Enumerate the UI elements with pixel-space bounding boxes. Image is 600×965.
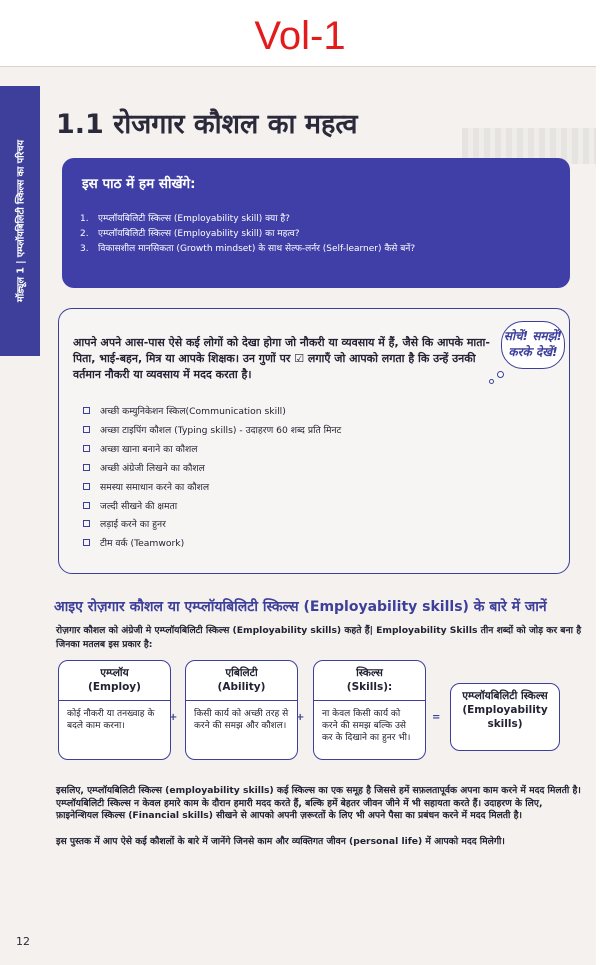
objective-item: 1. एम्प्लॉयबिलिटी स्किल्स (Employability skill) क्या है?	[80, 214, 290, 224]
checkbox[interactable]	[83, 483, 90, 490]
think-badge-line1: सोचें! समझें!	[503, 329, 563, 343]
skills-checklist	[83, 403, 341, 554]
skills-box-header: स्किल्स (Skills):	[314, 661, 425, 701]
module-side-tab-label: मॉड्यूल 1 | एम्प्लॉयबिलिटी स्किल्स का परिचय	[15, 140, 27, 302]
checkbox[interactable]	[83, 426, 90, 433]
think-badge	[501, 321, 565, 369]
module-side-tab	[0, 86, 40, 356]
checkbox[interactable]	[83, 407, 90, 414]
checklist-item[interactable]: अच्छी कम्युनिकेशन स्किल(Communication skill)	[83, 403, 341, 422]
checklist-item[interactable]: जल्दी सीखने की क्षमता	[83, 498, 341, 517]
learning-objectives-list	[80, 212, 415, 257]
employ-box-header: एम्प्लॉय (Employ)	[59, 661, 170, 701]
page-title: 1.1 रोजगार कौशल का महत्व	[56, 109, 358, 140]
checkbox[interactable]	[83, 520, 90, 527]
ability-box-header: एबिलिटी (Ability)	[186, 661, 297, 701]
checkbox[interactable]	[83, 464, 90, 471]
employ-box-description: कोई नौकरी या तनख्वाह के बदले काम करना।	[67, 709, 155, 731]
equals-sign: =	[432, 712, 441, 723]
checkbox[interactable]	[83, 502, 90, 509]
checklist-item[interactable]: समस्या समाधान करने का कौशल	[83, 479, 341, 498]
body-paragraph: इसलिए, एम्प्लॉयबिलिटी स्किल्स (employability skills) कई स्किल्स का एक समूह है जिससे हमें सफ़लतापूर्वक अपना काम करने में मदद मिलती है। एम्प्लॉयबिलिटी स्किल्स न केवल हमारे काम के दौरान हमारी मदद करते हैं, बल्कि हमें बेहतर जीवन जीने में भी सहायता करते हैं। उदाहरण के लिए, फ़ाइनेन्शियल स्किल्स (Financial skills) सीखने से आपको अपनी ज़रूरतों के लिए भी अपने पैसा का प्रबंधन करने में मदद मिलती है।	[56, 785, 581, 821]
plus-sign: +	[296, 712, 305, 723]
learning-objectives-heading: इस पाठ में हम सीखेंगे:	[82, 176, 196, 192]
learning-objectives-box	[62, 158, 570, 288]
body-paragraph: इस पुस्तक में आप ऐसे कई कौशलों के बारे में जानेंगे जिनसे काम और व्यक्तिगत जीवन (personal life) में आपको मदद मिलेगी।	[56, 836, 505, 847]
employ-box	[58, 660, 171, 760]
thought-bubble-dot	[489, 379, 494, 384]
skills-box-description: ना केवल किसी कार्य को करने की समझ बल्कि उसे कर के दिखाने का हुनर भी।	[322, 709, 411, 743]
checklist-item[interactable]: अच्छा टाइपिंग कौशल (Typing skills) - उदाहरण 60 शब्द प्रति मिनट	[83, 422, 341, 441]
ability-box	[185, 660, 298, 760]
employability-skills-box: एम्प्लॉयबिलिटी स्किल्स (Employability skills)	[450, 683, 560, 751]
objective-item: 2. एम्प्लॉयबिलिटी स्किल्स (Employability skill) का महत्व?	[80, 229, 300, 239]
skills-box	[313, 660, 426, 760]
checklist-item[interactable]: अच्छा खाना बनाने का कौशल	[83, 441, 341, 460]
checkbox[interactable]	[83, 445, 90, 452]
page-number: 12	[16, 935, 30, 948]
section-heading: आइए रोज़गार कौशल या एम्प्लॉयबिलिटी स्किल्स (Employability skills) के बारे में जानें	[54, 599, 547, 615]
objective-item: 3. विकासशील मानसिकता (Growth mindset) के साथ सेल्फ-लर्नर (Self-learner) कैसे बनें?	[80, 244, 416, 254]
activity-intro: आपने अपने आस-पास ऐसे कई लोगों को देखा होगा जो नौकरी या व्यवसाय में हैं, जैसे कि आपके माता-पिता, भाई-बहन, मित्र या आपके शिक्षक। उन गुणों पर ☑ लगाएँ जो आपको लगता है कि उन्हें उनकी वर्तमान नौकरी या व्यवसाय में मदद करता है।	[73, 336, 490, 381]
checklist-item[interactable]: अच्छी अंग्रेजी लिखने का कौशल	[83, 460, 341, 479]
thought-bubble-dot	[497, 371, 504, 378]
think-badge-line2: करके देखें!	[508, 345, 558, 359]
checklist-item[interactable]: टीम वर्क (Teamwork)	[83, 535, 341, 554]
checkbox[interactable]	[83, 539, 90, 546]
plus-sign: +	[169, 712, 178, 723]
ability-box-description: किसी कार्य को अच्छी तरह से करने की समझ और कौशल।	[194, 709, 289, 731]
activity-box	[58, 308, 570, 574]
volume-title: Vol-1	[254, 14, 346, 58]
checklist-item[interactable]: लड़ाई करने का हुनर	[83, 516, 341, 535]
section-intro: रोज़गार कौशल को अंग्रेजी मे एम्प्लॉयबिलिटी स्किल्स (Employability skills) कहते हैं| Employability Skills तीन शब्दों को जोड़ कर बना है जिनका मतलब इस प्रकार है:	[56, 625, 582, 650]
